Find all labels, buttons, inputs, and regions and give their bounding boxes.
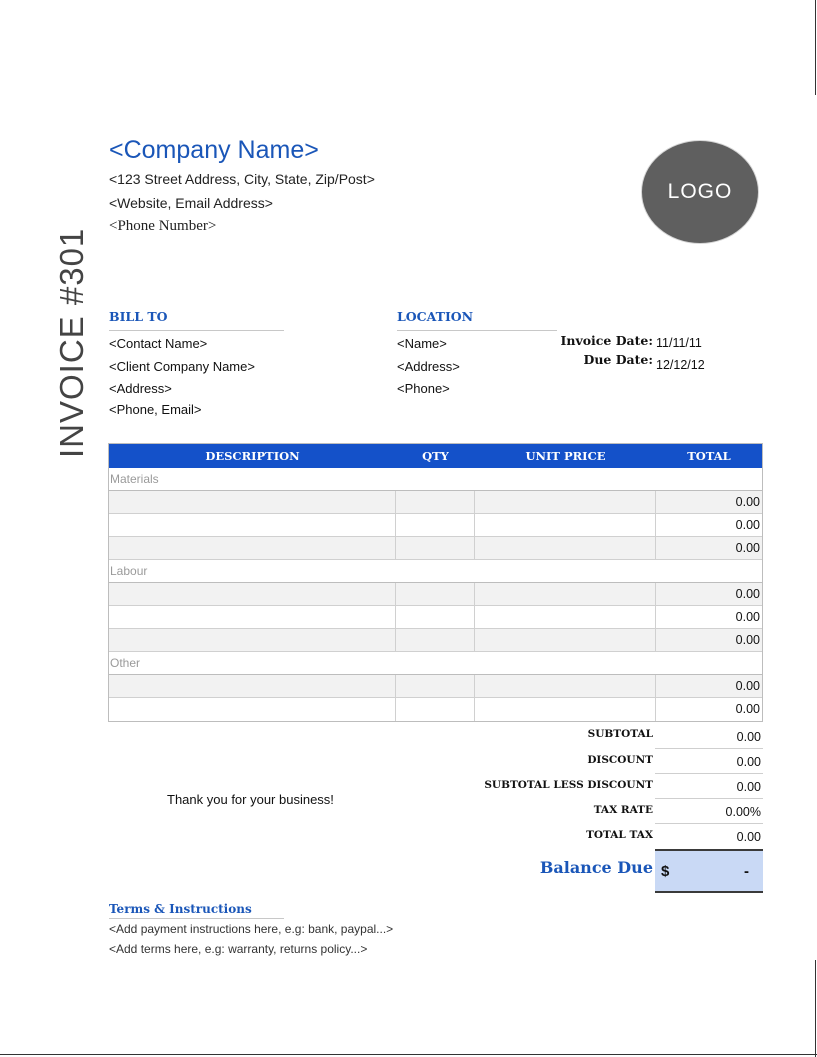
page-edge-bottom — [0, 1054, 817, 1055]
section-materials: Materials — [109, 468, 762, 491]
table-header — [109, 444, 762, 468]
due-date-value: 12/12/12 — [656, 358, 705, 372]
bill-to-company: <Client Company Name> — [109, 359, 255, 374]
bill-to-contact: <Contact Name> — [109, 336, 208, 351]
table-row[interactable] — [109, 583, 762, 606]
section-other: Other — [109, 652, 762, 675]
company-phone: <Phone Number> — [109, 218, 217, 234]
terms-payment-line: <Add payment instructions here, e.g: bank, paypal...> — [109, 922, 394, 936]
tax-rate-value: 0.00% — [655, 800, 763, 824]
table-row[interactable] — [109, 629, 762, 652]
tax-rate-label: TAX RATE — [593, 804, 653, 816]
col-description: DESCRIPTION — [205, 449, 300, 463]
table-row[interactable] — [109, 537, 762, 560]
row-total: 0.00 — [735, 610, 760, 624]
invoice-date-value: 11/11/11 — [656, 336, 702, 350]
company-name: <Company Name> — [109, 136, 319, 164]
bill-to-phone-email: <Phone, Email> — [109, 402, 202, 417]
logo-label: LOGO — [667, 180, 733, 203]
col-total: TOTAL — [687, 449, 731, 463]
row-total: 0.00 — [735, 679, 760, 693]
balance-currency: $ — [661, 862, 670, 880]
col-qty: QTY — [422, 449, 449, 463]
page-edge-bottom-right — [815, 960, 816, 1057]
total-tax-value: 0.00 — [736, 830, 761, 844]
col-unit-price: UNIT PRICE — [525, 449, 606, 463]
subtotal-less-discount-label: SUBTOTAL LESS DISCOUNT — [484, 779, 653, 791]
discount-value: 0.00 — [655, 750, 763, 774]
invoice-number-title: INVOICE #301 — [53, 227, 90, 458]
logo-placeholder — [641, 140, 759, 244]
terms-policy-line: <Add terms here, e.g: warranty, returns policy...> — [109, 942, 368, 956]
table-row[interactable] — [109, 491, 762, 514]
row-total: 0.00 — [735, 518, 760, 532]
bill-to-address: <Address> — [109, 381, 172, 396]
discount-label: DISCOUNT — [587, 754, 653, 766]
balance-due-box — [655, 849, 763, 893]
table-row[interactable] — [109, 514, 762, 537]
total-tax-label: TOTAL TAX — [586, 829, 653, 841]
location-name: <Name> — [397, 336, 447, 351]
company-address: <123 Street Address, City, State, Zip/Post> — [109, 171, 375, 187]
table-row[interactable] — [109, 675, 762, 698]
invoice-date-label: Invoice Date: — [560, 333, 653, 348]
row-total: 0.00 — [735, 633, 760, 647]
page-edge-top-right — [815, 0, 816, 95]
subtotal-less-discount-value: 0.00 — [655, 775, 763, 799]
bill-to-heading: BILL TO — [109, 309, 168, 324]
row-total: 0.00 — [735, 587, 760, 601]
row-total: 0.00 — [735, 495, 760, 509]
row-total: 0.00 — [735, 541, 760, 555]
thank-you-note: Thank you for your business! — [167, 792, 334, 807]
table-row[interactable] — [109, 606, 762, 629]
section-labour: Labour — [109, 560, 762, 583]
terms-rule — [109, 918, 284, 919]
company-web-email: <Website, Email Address> — [109, 195, 273, 211]
location-address: <Address> — [397, 359, 460, 374]
balance-value: - — [744, 862, 749, 880]
table-row[interactable] — [109, 698, 762, 721]
bill-to-rule — [109, 330, 284, 331]
location-rule — [397, 330, 557, 331]
location-heading: LOCATION — [397, 309, 474, 324]
subtotal-value: 0.00 — [655, 725, 763, 749]
balance-due-label: Balance Due — [539, 858, 653, 877]
subtotal-label: SUBTOTAL — [587, 728, 653, 740]
terms-heading: Terms & Instructions — [109, 902, 252, 916]
line-items-table — [108, 443, 763, 722]
location-phone: <Phone> — [397, 381, 450, 396]
row-total: 0.00 — [735, 702, 760, 716]
due-date-label: Due Date: — [583, 352, 653, 367]
